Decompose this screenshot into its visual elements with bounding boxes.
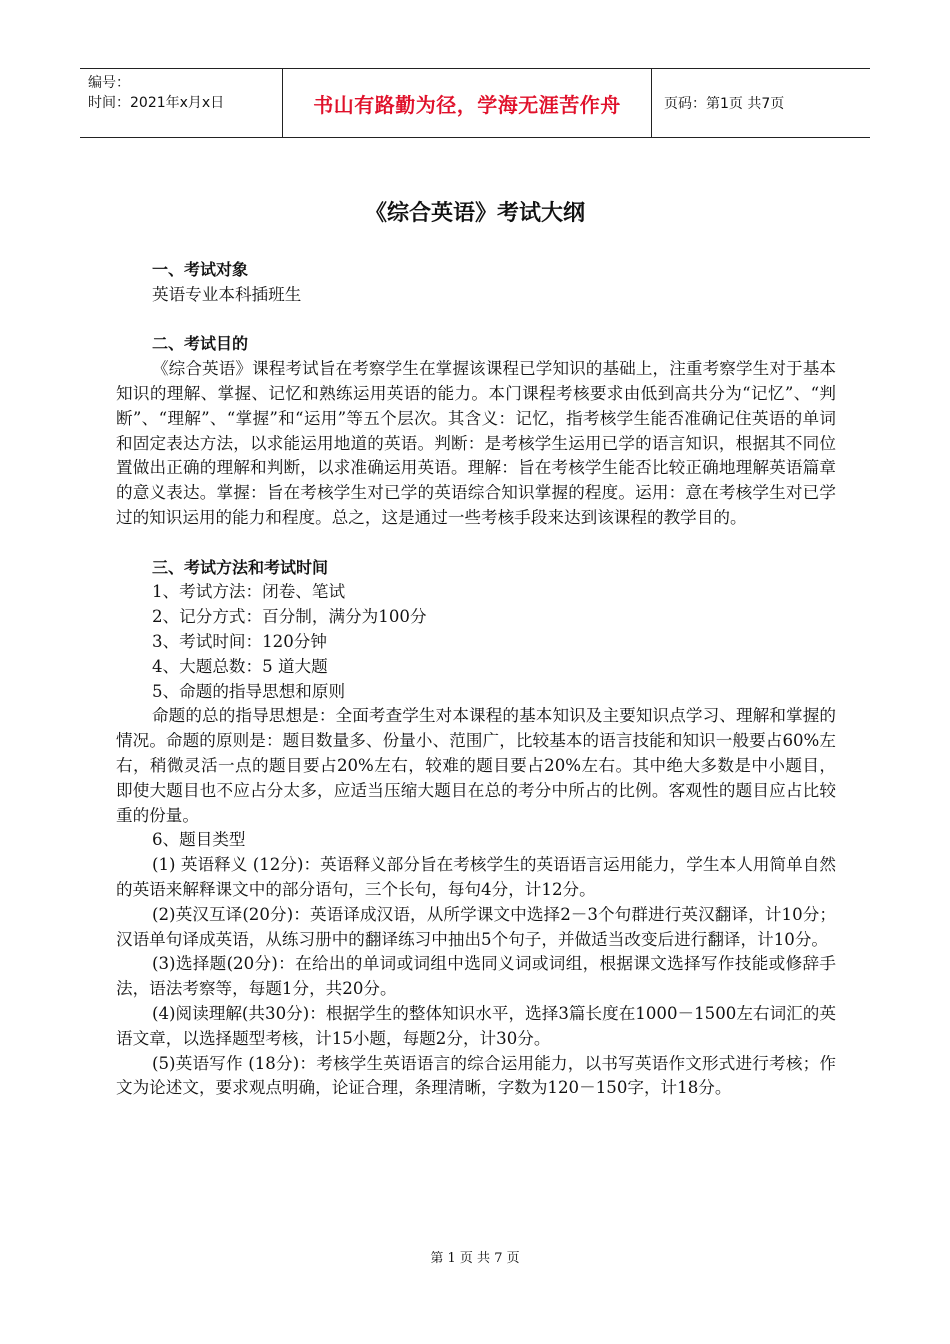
section-heading-3: 三、考试方法和考试时间 <box>152 557 329 577</box>
document-title: 《综合英语》考试大纲 <box>364 201 585 226</box>
page-footer: 第 1 页 共 7 页 <box>430 1251 520 1266</box>
header-motto-cell <box>282 69 652 137</box>
page-header <box>80 68 870 138</box>
header-meta <box>80 69 282 137</box>
number-label: 编号： <box>88 75 130 91</box>
question-type-1: (1) 英语释义 (12分)：英语释义部分旨在考核学生的英语语言运用能力，学生本人用简单自然的英语来解释课文中的部分语句，三个长句，每句4分，计12分。 <box>116 855 836 899</box>
section-heading-2: 二、考试目的 <box>152 334 249 354</box>
document-body <box>116 258 836 1101</box>
list-item: 6、题目类型 <box>152 830 246 850</box>
section-heading-1: 一、考试对象 <box>152 260 249 279</box>
question-type-2: (2)英汉互译(20分)：英语译成汉语，从所学课文中选择2－3个句群进行英汉翻译，计10分；汉语单句译成英语，从练习册中的翻译练习中抽出5个句子，并做适当改变后进行翻译，计10分。 <box>116 904 836 949</box>
list-item: 2、记分方式：百分制，满分为100分 <box>152 607 427 627</box>
section-text-1: 英语专业本科插班生 <box>152 284 302 304</box>
question-type-5: (5)英语写作 (18分)：考核学生英语语言的综合运用能力，以书写英语作文形式进行考核；作文为论述文，要求观点明确，论证合理，条理清晰，字数为120－150字，计18分。 <box>116 1053 836 1098</box>
list-item: 3、考试时间：120分钟 <box>152 631 327 651</box>
header-motto: 书山有路勤为径，学海无涯苦作舟 <box>313 92 621 117</box>
question-type-3: (3)选择题(20分)：在给出的单词或词组中选同义词或词组，根据课文选择写作技能或修辞手法，语法考察等，每题1分，共20分。 <box>116 954 836 999</box>
list-item: 1、考试方法：闭卷、笔试 <box>152 582 346 602</box>
list-item: 5、命题的指导思想和原则 <box>152 681 346 701</box>
header-page-info: 页码：第1页 共7页 <box>664 96 785 112</box>
date-label: 时间：2021年x月x日 <box>88 95 225 111</box>
question-type-4: (4)阅读理解(共30分)：根据学生的整体知识水平，选择3篇长度在1000－1500左右词汇的英语文章，以选择题型考核，计15小题，每题2分，计30分。 <box>116 1003 836 1048</box>
section-paragraph-2: 《综合英语》课程考试旨在考察学生在掌握该课程已学知识的基础上，注重考察学生对于基本知识的理解、掌握、记忆和熟练运用英语的能力。本门课程考核要求由低到高共分为“记忆”、“判断”、“理解”、“掌握”和“运用”等五个层次。其含义：记忆，指考核学生能否准确记住英语的单词和固定表达方法，以求能运用地道的英语。判断：是考核学生运用已学的语言知识，根据其不同位置做出正确的理解和判断，以求准确运用英语。理解：旨在考核学生能否比较正确地理解英语篇章的意义表达。掌握：旨在考核学生对已学的英语综合知识掌握的程度。运用：意在考核学生对已学过的知识运用的能力和程度。总之，这是通过一些考核手段来达到该课程的教学目的。 <box>116 359 836 527</box>
principle-paragraph: 命题的总的指导思想是：全面考查学生对本课程的基本知识及主要知识点学习、理解和掌握的情况。命题的原则是：题目数量多、份量小、范围广，比较基本的语言技能和知识一般要占60%左右，稍微灵活一点的题目要占20%左右，较难的题目要占20%左右。其中绝大多数是中小题目，即使大题目也不应占分太多，应适当压缩大题目在总的考分中所占的比例。客观性的题目应占比较重的份量。 <box>116 706 836 825</box>
list-item: 4、大题总数：5 道大题 <box>152 656 328 676</box>
